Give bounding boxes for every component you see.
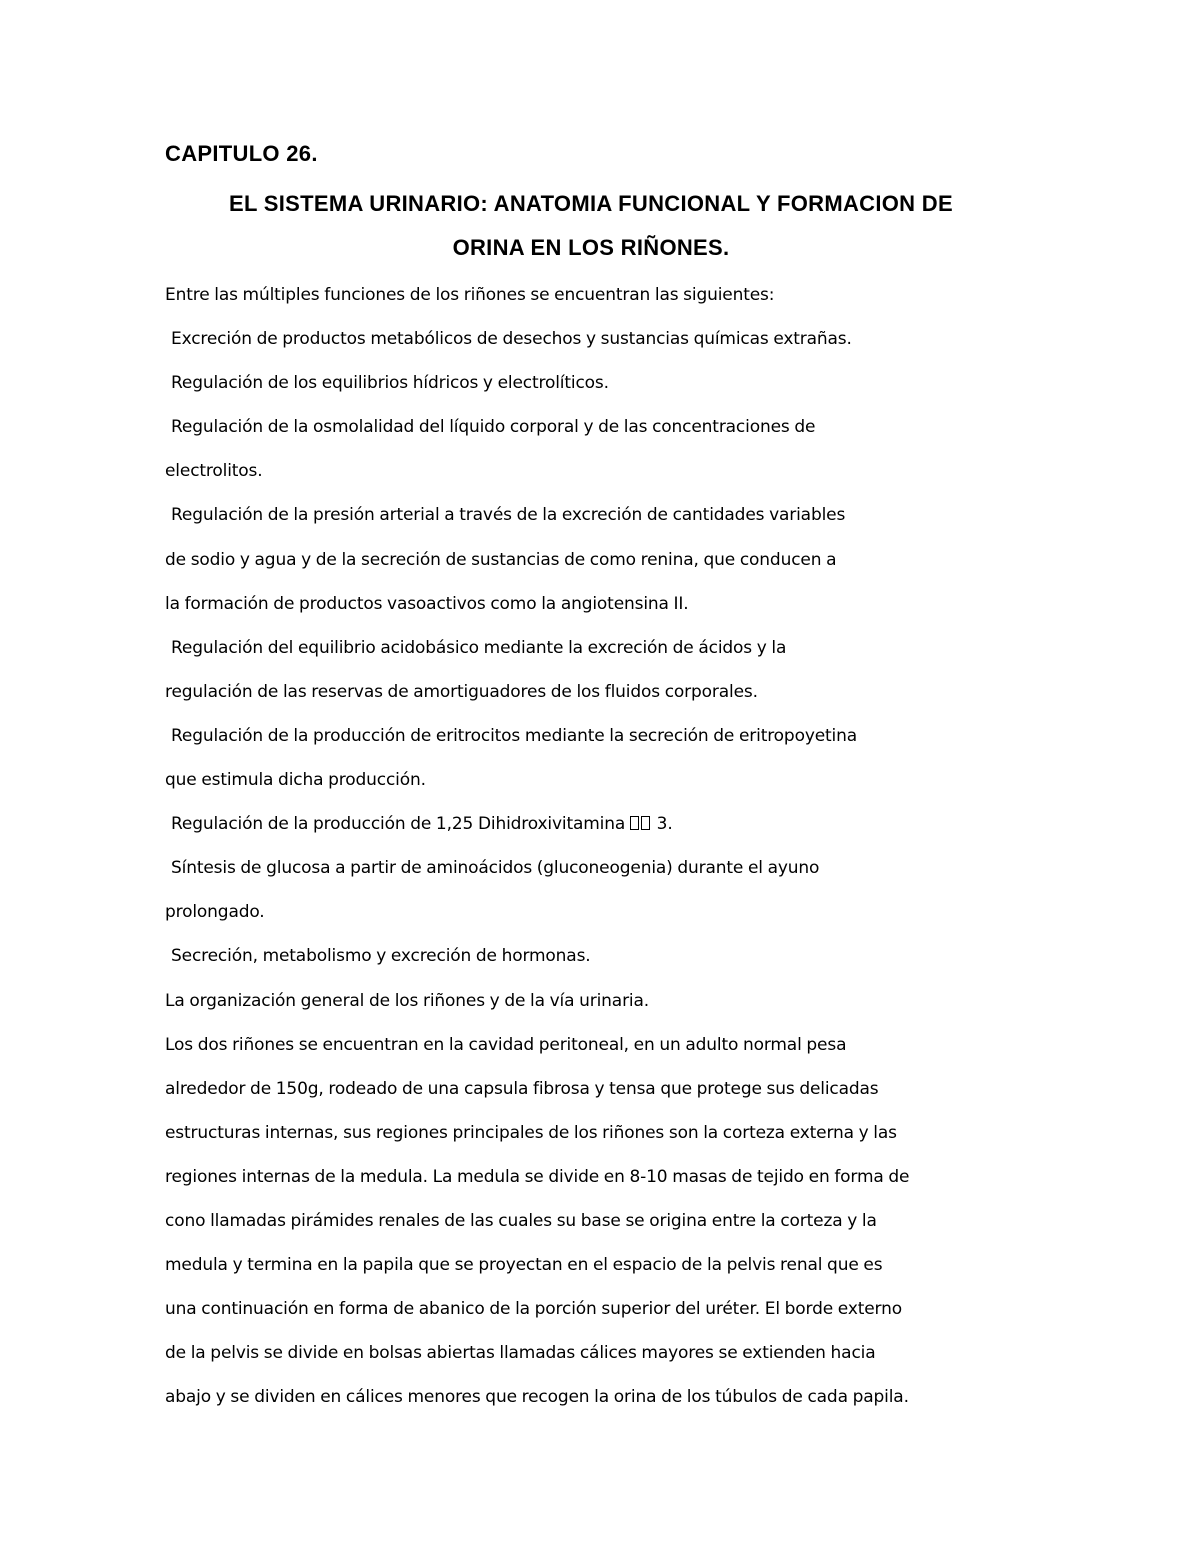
paragraph-line: una continuación en forma de abanico de la porción superior del uréter. El borde externo [165, 1299, 902, 1320]
missing-glyph-icon [630, 816, 639, 830]
paragraph-line: cono llamadas pirámides renales de las cuales su base se origina entre la corteza y la [165, 1210, 877, 1231]
function-item: Regulación del equilibrio acidobásico mediante la excreción de ácidos y la [171, 637, 787, 658]
paragraph-line: de la pelvis se divide en bolsas abiertas llamadas cálices mayores se extienden hacia [165, 1343, 876, 1364]
missing-glyph-icon [641, 816, 650, 830]
function-item: Regulación de la osmolalidad del líquido corporal y de las concentraciones de [171, 417, 816, 438]
section-heading: La organización general de los riñones y de la vía urinaria. [165, 990, 649, 1011]
chapter-title-line: EL SISTEMA URINARIO: ANATOMIA FUNCIONAL Y FORMACION DE [229, 191, 953, 216]
function-item: Secreción, metabolismo y excreción de hormonas. [171, 946, 591, 967]
function-item-continued: la formación de productos vasoactivos como la angiotensina II. [165, 593, 689, 614]
function-item-continued: electrolitos. [165, 461, 263, 482]
function-item: Síntesis de glucosa a partir de aminoácidos (gluconeogenia) durante el ayuno [171, 858, 820, 879]
intro-line: Entre las múltiples funciones de los riñones se encuentran las siguientes: [165, 285, 775, 305]
vitamin-line-text: Regulación de la producción de 1,25 Dihidroxivitamina [171, 814, 626, 835]
document-text [165, 140, 1045, 1426]
function-item-continued: que estimula dicha producción. [165, 770, 426, 791]
function-item-continued: prolongado. [165, 902, 265, 923]
chapter-heading: CAPITULO 26. [165, 141, 318, 166]
paragraph-line: abajo y se dividen en cálices menores que recogen la orina de los túbulos de cada papila. [165, 1387, 909, 1408]
function-item-continued: de sodio y agua y de la secreción de sustancias de como renina, que conducen a [165, 549, 837, 570]
paragraph-line: medula y termina en la papila que se proyectan en el espacio de la pelvis renal que es [165, 1255, 883, 1276]
function-item: Regulación de la presión arterial a través de la excreción de cantidades variables [171, 505, 846, 526]
function-item [165, 809, 1045, 853]
function-item: Regulación de la producción de eritrocitos mediante la secreción de eritropoyetina [171, 725, 858, 746]
paragraph-line: alrededor de 150g, rodeado de una capsula fibrosa y tensa que protege sus delicadas [165, 1078, 879, 1099]
paragraph-line: regiones internas de la medula. La medula se divide en 8-10 masas de tejido en forma de [165, 1166, 910, 1187]
body-text [165, 280, 1045, 1426]
function-item: Excreción de productos metabólicos de desechos y sustancias químicas extrañas. [171, 329, 852, 350]
vitamin-line-suffix: 3. [656, 814, 673, 835]
function-item-continued: regulación de las reservas de amortiguadores de los fluidos corporales. [165, 681, 758, 702]
chapter-title-line: ORINA EN LOS RIÑONES. [452, 235, 730, 260]
function-item: Regulación de los equilibrios hídricos y electrolíticos. [171, 373, 609, 394]
paragraph-line: Los dos riñones se encuentran en la cavidad peritoneal, en un adulto normal pesa [165, 1034, 847, 1055]
paragraph-line: estructuras internas, sus regiones principales de los riñones son la corteza externa y las [165, 1122, 897, 1143]
chapter-title [165, 182, 1045, 270]
